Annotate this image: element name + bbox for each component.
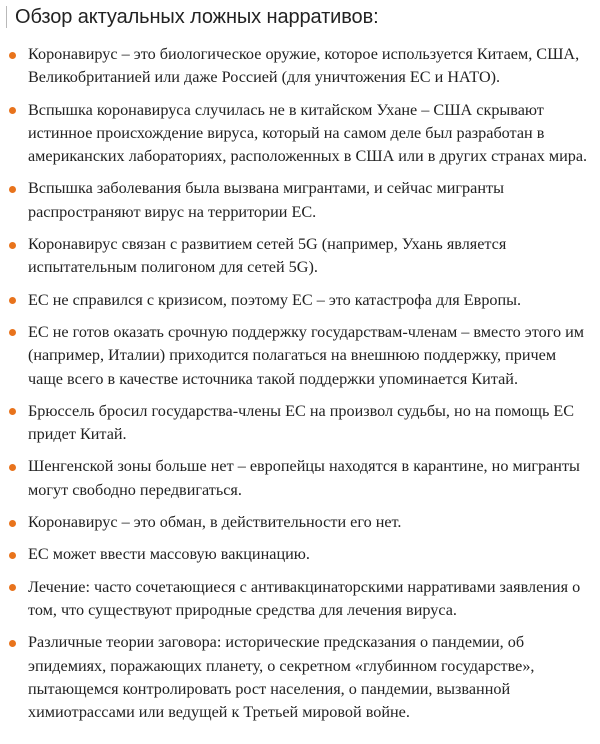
bullet-icon bbox=[9, 552, 16, 559]
list-item-text: Коронавирус – это обман, в действительности его нет. bbox=[28, 513, 402, 532]
list-item-text: Брюссель бросил государства-члены ЕС на произвол судьбы, но на помощь ЕС придет Китай. bbox=[28, 401, 575, 444]
bullet-icon bbox=[9, 107, 16, 114]
bullet-icon bbox=[9, 52, 16, 59]
list-item bbox=[0, 289, 600, 312]
list-item bbox=[0, 177, 600, 224]
bullet-icon bbox=[9, 408, 16, 415]
list-item-text: Лечение: часто сочетающиеся с антивакцинаторскими нарративами заявления о том, что существуют природные средства для лечения вируса. bbox=[28, 577, 581, 619]
bullet-icon bbox=[9, 242, 16, 249]
bullet-icon bbox=[9, 297, 16, 304]
list-item bbox=[0, 233, 600, 280]
list-item-text: Шенгенской зоны больше нет – европейцы находятся в карантине, но мигранты могут свободно передвигаться. bbox=[28, 457, 580, 499]
list-item bbox=[0, 321, 600, 391]
bullet-icon bbox=[9, 640, 16, 647]
header-accent-bar bbox=[6, 6, 7, 28]
bullet-icon bbox=[9, 520, 16, 527]
list-item-text: Коронавирус связан с развитием сетей 5G (например, Ухань является испытательным полигоном для сетей 5G). bbox=[28, 235, 507, 277]
bullet-icon bbox=[9, 329, 16, 336]
list-item bbox=[0, 43, 600, 90]
list-item bbox=[0, 543, 600, 566]
list-item bbox=[0, 631, 600, 724]
bullet-icon bbox=[9, 464, 16, 471]
bullet-icon bbox=[9, 584, 16, 591]
narratives-list bbox=[0, 43, 600, 733]
section-title: Обзор актуальных ложных нарративов: bbox=[15, 5, 379, 28]
list-item-text: Вспышка коронавируса случилась не в китайском Ухане – США скрывают истинное происхождение вируса, который на самом деле был разработан в американских лабораториях, расположенных в США или в других странах мира. bbox=[28, 100, 588, 166]
list-item bbox=[0, 511, 600, 534]
list-item-text: Коронавирус – это биологическое оружие, которое используется Китаем, США, Великобританией или даже Россией (для уничтожения ЕС и НАТО). bbox=[28, 45, 580, 87]
list-item-text: ЕС не справился с кризисом, поэтому ЕС – это катастрофа для Европы. bbox=[28, 290, 522, 309]
section-header bbox=[6, 4, 594, 30]
list-item-text: ЕС не готов оказать срочную поддержку государствам-членам – вместо этого им (например, Италии) приходится полагаться на внешнюю поддержку, причем чаще всего в качестве источника такой поддержки упоминается Китай. bbox=[28, 322, 584, 388]
bullet-icon bbox=[9, 186, 16, 193]
list-item-text: Вспышка заболевания была вызвана мигрантами, и сейчас мигранты распространяют вирус на территории ЕС. bbox=[28, 179, 504, 221]
list-item bbox=[0, 455, 600, 502]
list-item-text: ЕС может ввести массовую вакцинацию. bbox=[28, 545, 310, 564]
list-item bbox=[0, 576, 600, 623]
list-item bbox=[0, 400, 600, 447]
list-item bbox=[0, 99, 600, 169]
list-item-text: Различные теории заговора: исторические предсказания о пандемии, об эпидемиях, поражающих планету, о секретном «глубинном государстве», пытающемся контролировать рост населения, о пандемии, вызванной химиотрассами или ведущей к Третьей мировой войне. bbox=[28, 633, 535, 722]
